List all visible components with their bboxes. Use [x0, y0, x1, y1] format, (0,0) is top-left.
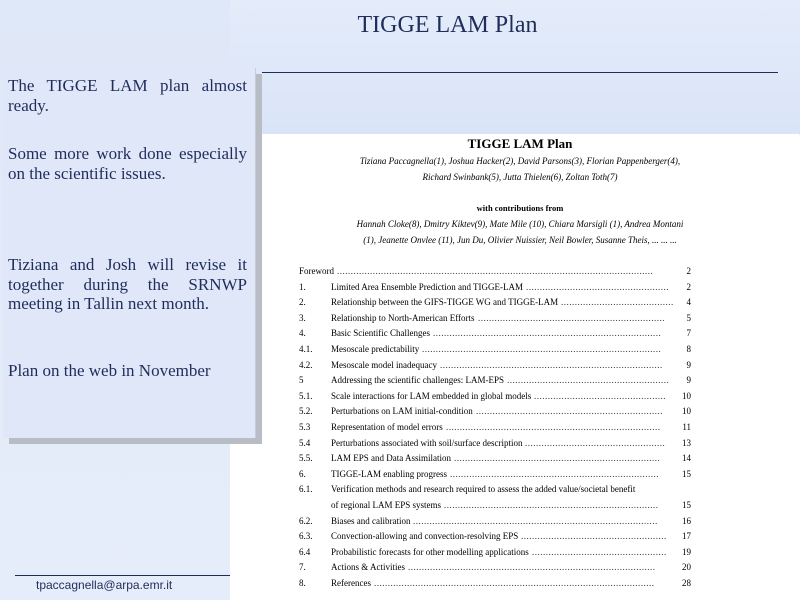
toc-row [299, 437, 691, 449]
toc-title: Biases and calibration [331, 515, 411, 526]
toc-number: 8. [299, 578, 306, 588]
toc-number: 7. [299, 562, 306, 573]
toc-title: Relationship to North-American Efforts [331, 312, 475, 323]
toc-dot-leader: ................................................ [534, 390, 666, 401]
toc-row [299, 468, 691, 480]
toc-number: 5.4 [299, 437, 311, 448]
footer-divider [15, 575, 230, 576]
bullet-item: Tiziana and Josh will revise it together during the SRNWP meeting in Tallin next month. [8, 255, 247, 313]
toc-dot-leader: ....................................................................................... [422, 344, 662, 354]
toc-title: Addressing the scientific challenges: LAM-EPS [331, 375, 504, 386]
toc-title: Convection-allowing and convection-resolving EPS [331, 531, 519, 542]
toc-row [299, 281, 691, 293]
toc-row [299, 312, 691, 324]
toc-page-number: 17 [682, 531, 691, 542]
document-page-image [262, 134, 799, 600]
toc-page-number: 9 [686, 375, 691, 386]
toc-title: LAM EPS and Data Assimilation [331, 453, 451, 464]
contributors-list: Hannah Cloke(8), Dmitry Kiktev(9), Mate Mile (10), Chiara Marsigli (1), Andrea Montani [356, 219, 684, 229]
toc-number: 4.2. [299, 359, 313, 370]
toc-page-number: 28 [682, 578, 691, 588]
contributions-heading: with contributions from [476, 203, 564, 213]
footer-email: tpaccagnella@arpa.emr.it [36, 578, 173, 592]
toc-number: 4.1. [299, 344, 313, 354]
toc-page-number: 16 [682, 515, 691, 526]
toc-page-number: 15 [682, 500, 691, 510]
toc-title: References [331, 578, 371, 588]
toc-row [299, 327, 691, 339]
toc-title: of regional LAM EPS systems [331, 500, 441, 510]
toc-dot-leader: .................................................................... [478, 312, 665, 323]
toc-page-number: 10 [682, 390, 691, 401]
toc-page-number: 2 [686, 281, 691, 292]
toc-row [299, 421, 691, 433]
toc-number: 6.1. [299, 484, 313, 495]
toc-number: 3. [299, 312, 306, 323]
toc-dot-leader: ............................................................................ [450, 468, 659, 479]
toc-number: 6. [299, 468, 306, 479]
document-authors: Richard Swinbank(5), Jutta Thielen(6), Zoltan Toth(7) [422, 172, 618, 182]
toc-title: Probabilistic forecasts for other modelling applications [331, 546, 529, 557]
toc-page-number: 15 [682, 468, 691, 479]
toc-row [299, 577, 691, 589]
toc-number: 1. [299, 281, 306, 292]
toc-dot-leader: ................................................................................................................... [337, 266, 654, 276]
toc-page-number: 13 [682, 437, 691, 448]
toc-number: 5 [299, 375, 304, 386]
toc-title: TIGGE-LAM enabling progress [331, 468, 447, 479]
toc-page-number: 20 [682, 562, 691, 573]
toc-row [299, 452, 691, 464]
toc-title: Basic Scientific Challenges [331, 328, 430, 339]
title-divider [262, 72, 778, 73]
toc-page-number: 14 [682, 453, 691, 464]
toc-page-number: 2 [686, 266, 691, 276]
toc-number: 6.3. [299, 531, 313, 542]
toc-dot-leader: ..................................................... [521, 531, 667, 542]
bullet-item: Some more work done especially on the scientific issues. [8, 144, 247, 183]
toc-dot-leader: .................................................................... [476, 406, 663, 417]
toc-dot-leader: ........................................................................... [454, 453, 661, 464]
toc-dot-leader: ................................................................................. [440, 359, 663, 370]
toc-title: Verification methods and research required to assess the added value/societal benefit [331, 484, 636, 495]
toc-page-number: 10 [682, 406, 691, 417]
toc-page-number: 7 [686, 328, 691, 339]
toc-row [299, 405, 691, 417]
contributors-list: (1), Jeanette Onvlee (11), Jun Du, Olivier Nuissier, Neil Bowler, Susanne Theis, ... ... ... [363, 235, 677, 245]
toc-dot-leader: ...................................................................................................... [374, 578, 655, 588]
bullet-item: The TIGGE LAM plan almost ready. [8, 76, 247, 115]
toc-title: Perturbations on LAM initial-condition [331, 406, 473, 417]
toc-number: 5.5. [299, 453, 313, 464]
toc-dot-leader: .............................................................................. [444, 500, 659, 510]
toc-row [299, 499, 691, 511]
toc-row [299, 483, 691, 495]
bullet-item: Plan on the web in November [8, 361, 211, 380]
toc-title: Actions & Activities [331, 562, 405, 573]
toc-number: 2. [299, 297, 306, 308]
toc-dot-leader: ................................................... [525, 437, 666, 448]
toc-row [299, 359, 691, 371]
toc-page-number: 4 [686, 297, 691, 308]
toc-dot-leader: .............................................................................. [446, 422, 661, 432]
toc-row [299, 296, 691, 308]
toc-number: 4. [299, 328, 306, 339]
toc-title: Relationship between the GIFS-TIGGE WG and TIGGE-LAM [331, 297, 559, 308]
toc-page-number: 19 [682, 546, 691, 557]
toc-row [299, 530, 691, 542]
toc-number: 5.3 [299, 422, 311, 432]
toc-title: Mesoscale model inadequacy [331, 359, 437, 370]
document-title: TIGGE LAM Plan [467, 136, 573, 151]
toc-dot-leader: ......................................................................................... [413, 515, 658, 526]
toc-page-number: 9 [686, 359, 691, 370]
slide-title: TIGGE LAM Plan [357, 12, 538, 38]
toc-number: 5.2. [299, 406, 313, 417]
toc-page-number: 5 [686, 312, 691, 323]
document-authors: Tiziana Paccagnella(1), Joshua Hacker(2), David Parsons(3), Florian Pappenberger(4), [359, 156, 681, 166]
toc-number: 6.4 [299, 546, 311, 557]
toc-page-number: 8 [686, 344, 691, 354]
toc-title: Scale interactions for LAM embedded in global models [331, 390, 532, 401]
toc-title: Representation of model errors [331, 422, 443, 432]
toc-number: 5.1. [299, 390, 313, 401]
toc-row [299, 374, 691, 386]
toc-dot-leader: .................................................... [526, 281, 669, 292]
toc-page-number: 11 [682, 422, 691, 432]
toc-row [299, 343, 691, 355]
toc-row [299, 265, 691, 277]
bullet-text-box [3, 68, 256, 438]
toc-title: Limited Area Ensemble Prediction and TIGGE-LAM [331, 281, 524, 292]
toc-number: 6.2. [299, 515, 313, 526]
toc-row [299, 390, 691, 402]
toc-title: Perturbations associated with soil/surface description [331, 437, 523, 448]
toc-dot-leader: ........................................................... [507, 375, 670, 386]
toc-dot-leader: ......................................... [561, 297, 674, 308]
toc-row [299, 546, 691, 558]
toc-row [299, 515, 691, 527]
toc-dot-leader: ................................................................................... [433, 328, 662, 339]
toc-dot-leader: .......................................................................................... [408, 562, 656, 573]
toc-dot-leader: ................................................. [532, 546, 667, 557]
toc-title: Mesoscale predictability [331, 344, 420, 354]
slide-background-strip [230, 438, 260, 600]
toc-number: Foreword [299, 266, 334, 276]
toc-row [299, 561, 691, 573]
